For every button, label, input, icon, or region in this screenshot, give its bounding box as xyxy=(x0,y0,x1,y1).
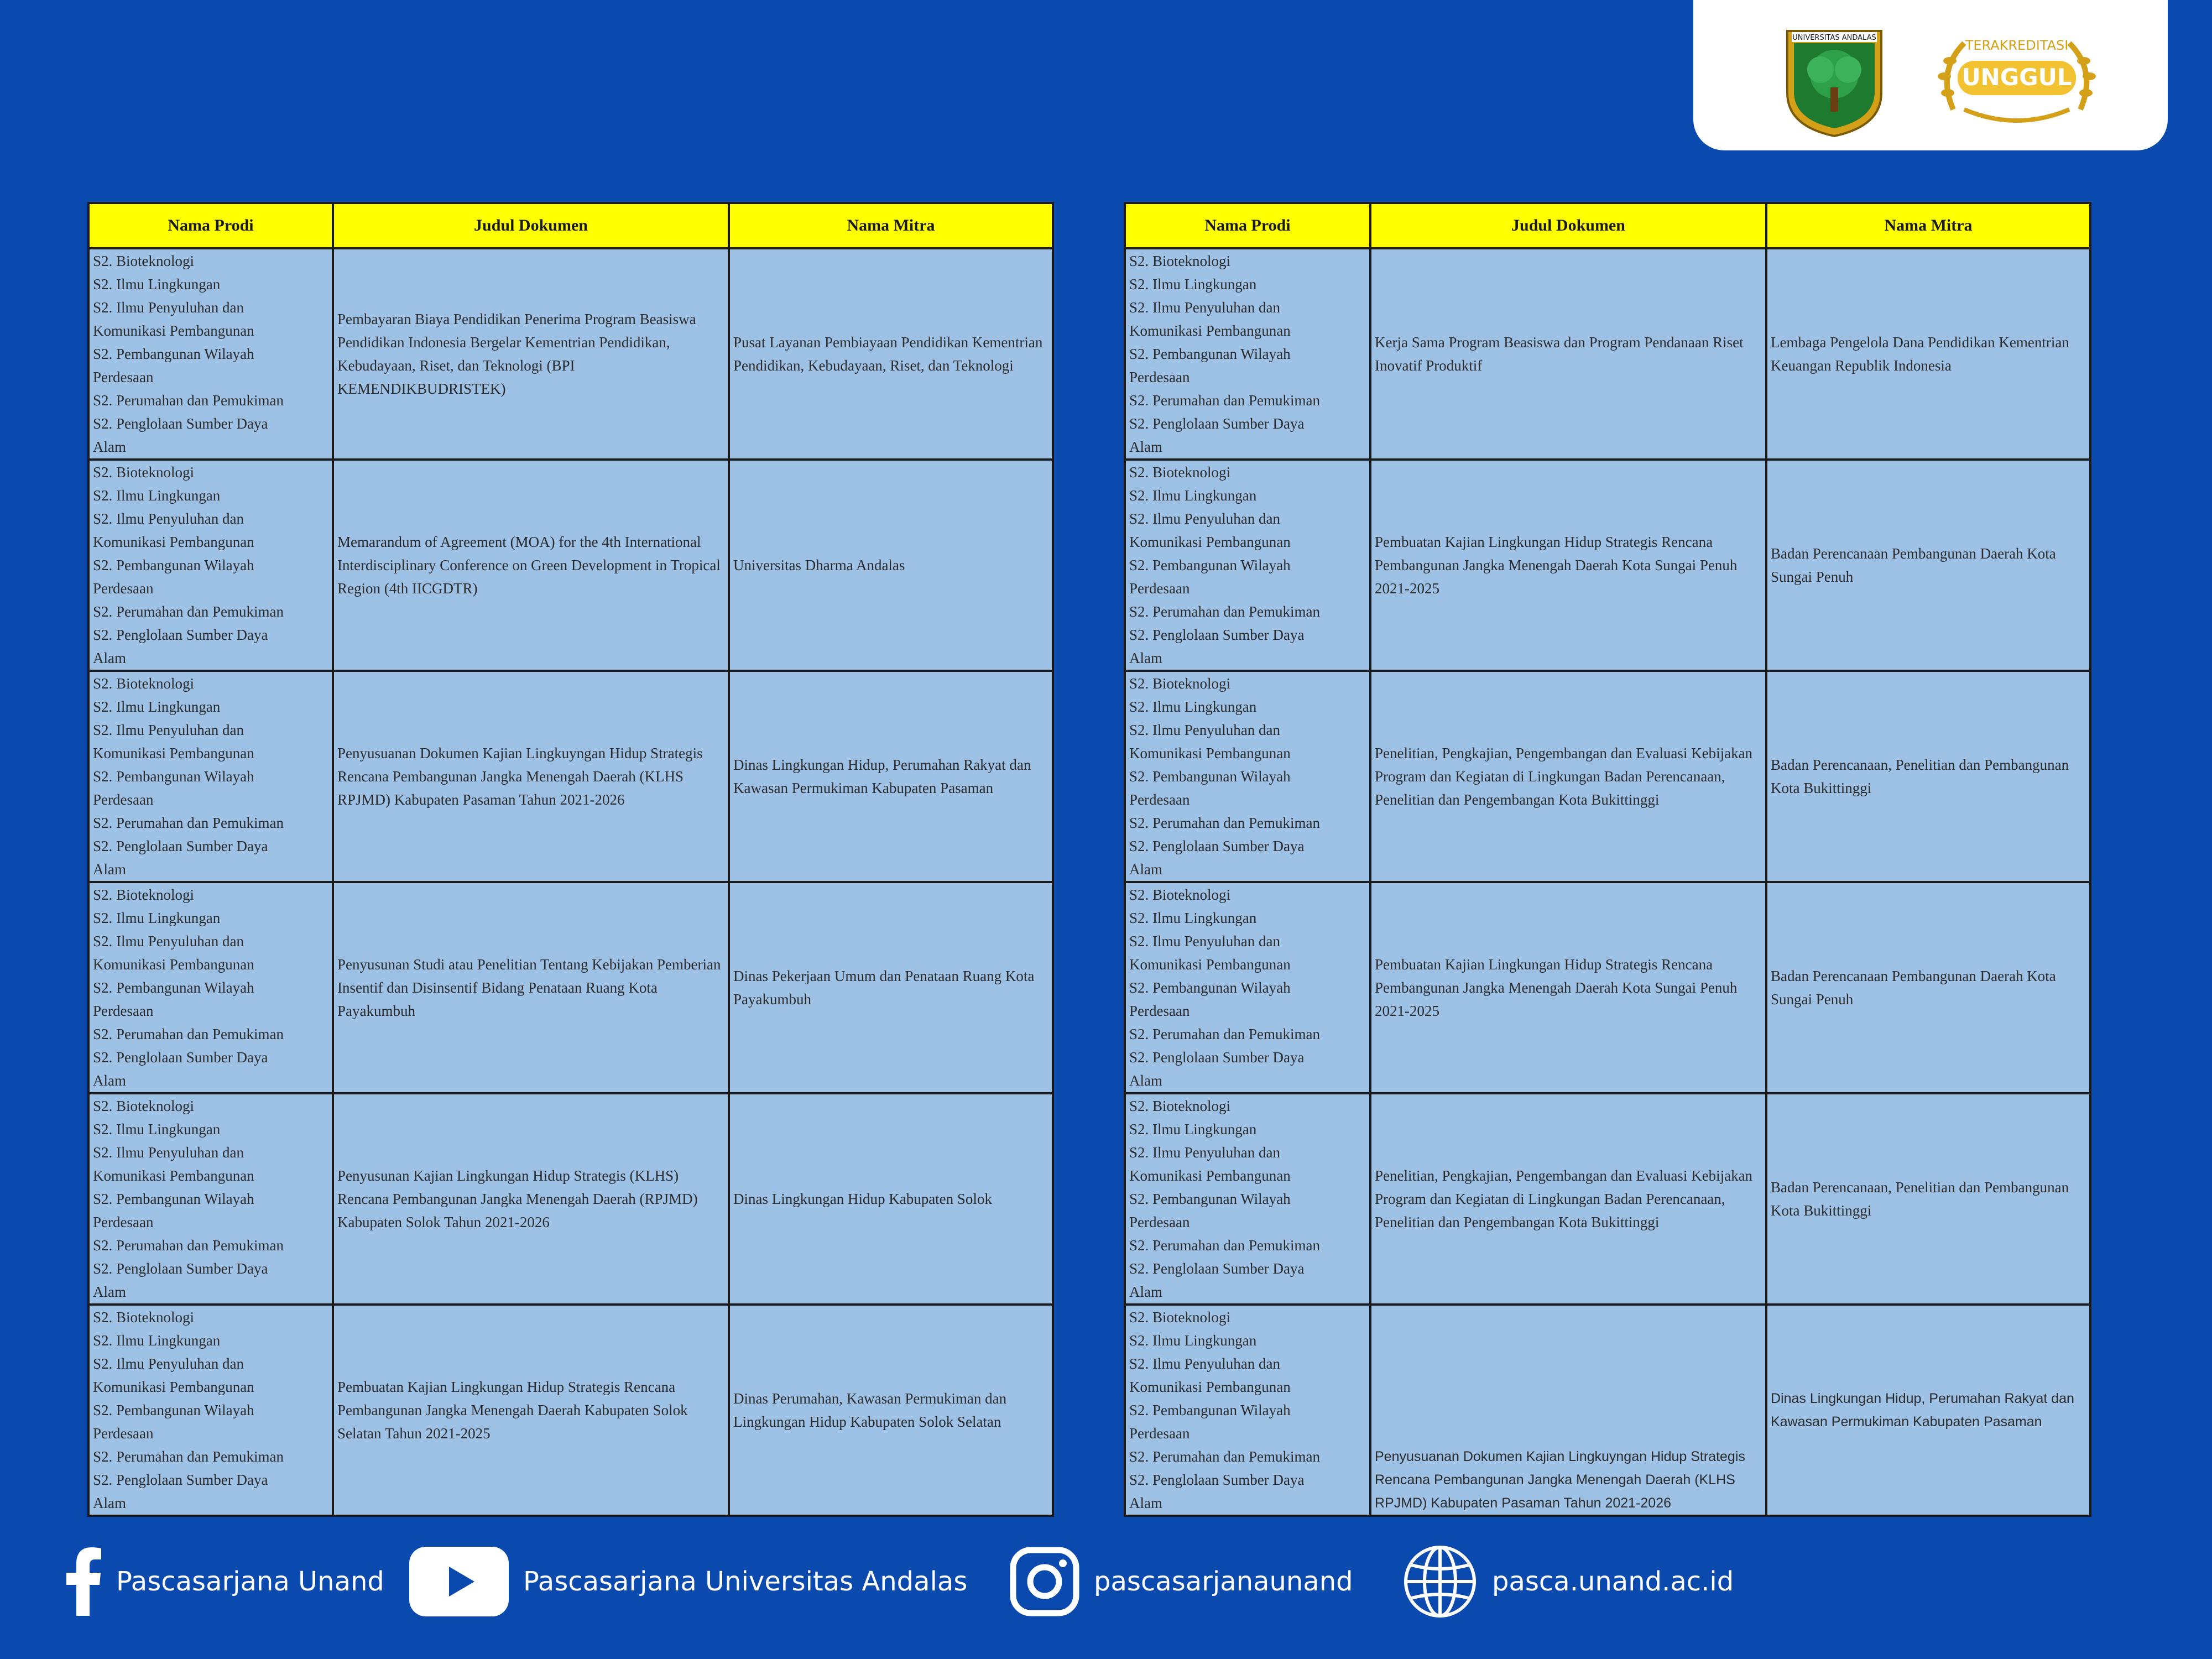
unand-emblem-logo xyxy=(1782,27,1887,138)
prodi-line: S2. Pembangunan Wilayah xyxy=(1129,1191,1291,1207)
prodi-line: S2. Pembangunan Wilayah xyxy=(93,557,254,573)
instagram-label: pascasarjanaunand xyxy=(1094,1566,1353,1597)
prodi-line: Alam xyxy=(1129,650,1162,666)
prodi-line: S2. Perumahan dan Pemukiman xyxy=(1129,1026,1320,1042)
prodi-line: Alam xyxy=(93,861,126,878)
prodi-line: Komunikasi Pembangunan xyxy=(1129,1167,1291,1184)
prodi-line: S2. Ilmu Penyuluhan dan xyxy=(93,1355,244,1372)
prodi-line: Perdesaan xyxy=(93,791,154,808)
prodi-line: S2. Penglolaan Sumber Daya xyxy=(93,415,268,432)
table-header-row xyxy=(1125,203,2090,248)
header-nama-prodi: Nama Prodi xyxy=(88,203,333,248)
nama-mitra-cell: Pusat Layanan Pembiayaan Pendidikan Kementrian Pendidikan, Kebudayaan, Riset, dan Teknologi xyxy=(729,248,1053,460)
prodi-line: Alam xyxy=(1129,439,1162,455)
prodi-line: Perdesaan xyxy=(1129,580,1190,597)
prodi-line: S2. Perumahan dan Pemukiman xyxy=(93,1237,284,1254)
prodi-line: S2. Ilmu Lingkungan xyxy=(93,1332,221,1349)
prodi-line: S2. Pembangunan Wilayah xyxy=(1129,346,1291,362)
prodi-line: S2. Bioteknologi xyxy=(93,253,195,269)
prodi-line: S2. Ilmu Lingkungan xyxy=(93,1121,221,1138)
prodi-line: Perdesaan xyxy=(1129,1425,1190,1442)
prodi-cell xyxy=(1125,248,1370,460)
prodi-line: S2. Pembangunan Wilayah xyxy=(93,768,254,785)
prodi-line: S2. Ilmu Penyuluhan dan xyxy=(93,933,244,950)
prodi-line: S2. Ilmu Penyuluhan dan xyxy=(1129,1355,1280,1372)
table-row xyxy=(88,460,1053,671)
judul-dokumen-cell: Memarandum of Agreement (MOA) for the 4th International Interdisciplinary Conference on Green Development in Tropical Region (4th IICGDTR) xyxy=(333,460,729,671)
table-row xyxy=(1125,882,2090,1093)
prodi-line: Komunikasi Pembangunan xyxy=(1129,322,1291,339)
nama-mitra-cell: Dinas Lingkungan Hidup, Perumahan Rakyat dan Kawasan Permukiman Kabupaten Pasaman xyxy=(729,671,1053,882)
prodi-line: S2. Penglolaan Sumber Daya xyxy=(1129,1260,1305,1277)
judul-dokumen-cell: Kerja Sama Program Beasiswa dan Program Pendanaan Riset Inovatif Produktif xyxy=(1370,248,1766,460)
prodi-line: S2. Penglolaan Sumber Daya xyxy=(93,1260,268,1277)
instagram-link[interactable] xyxy=(1010,1543,1353,1620)
table-row xyxy=(88,882,1053,1093)
prodi-line: S2. Penglolaan Sumber Daya xyxy=(93,1049,268,1066)
prodi-line: S2. Perumahan dan Pemukiman xyxy=(93,392,284,409)
prodi-line: S2. Ilmu Penyuluhan dan xyxy=(1129,299,1280,316)
prodi-line: S2. Bioteknologi xyxy=(1129,1098,1231,1114)
prodi-line: S2. Ilmu Lingkungan xyxy=(93,698,221,715)
prodi-line: S2. Penglolaan Sumber Daya xyxy=(1129,1472,1305,1488)
prodi-line: S2. Perumahan dan Pemukiman xyxy=(93,1448,284,1465)
nama-mitra-cell: Badan Perencanaan Pembangunan Daerah Kota Sungai Penuh xyxy=(1766,460,2090,671)
prodi-line: S2. Bioteknologi xyxy=(1129,253,1231,269)
judul-dokumen-cell: Pembuatan Kajian Lingkungan Hidup Strategis Rencana Pembangunan Jangka Menengah Daerah Kota Sungai Penuh 2021-2025 xyxy=(1370,460,1766,671)
facebook-icon xyxy=(66,1547,102,1616)
prodi-line: Perdesaan xyxy=(1129,1214,1190,1230)
prodi-line: Perdesaan xyxy=(93,580,154,597)
prodi-line: S2. Perumahan dan Pemukiman xyxy=(93,815,284,831)
table-row xyxy=(1125,1305,2090,1516)
prodi-line: S2. Perumahan dan Pemukiman xyxy=(93,603,284,620)
prodi-line: S2. Ilmu Penyuluhan dan xyxy=(1129,1144,1280,1161)
prodi-line: Komunikasi Pembangunan xyxy=(93,534,254,550)
nama-mitra-cell: Badan Perencanaan, Penelitian dan Pembangunan Kota Bukittinggi xyxy=(1766,671,2090,882)
prodi-line: S2. Bioteknologi xyxy=(1129,675,1231,692)
header-nama-mitra: Nama Mitra xyxy=(1766,203,2090,248)
table-row xyxy=(1125,671,2090,882)
prodi-cell xyxy=(1125,1305,1370,1516)
prodi-line: Komunikasi Pembangunan xyxy=(93,322,254,339)
prodi-line: S2. Pembangunan Wilayah xyxy=(93,346,254,362)
prodi-cell xyxy=(88,1093,333,1305)
table-row xyxy=(1125,1093,2090,1305)
nama-mitra-cell: Badan Perencanaan Pembangunan Daerah Kota Sungai Penuh xyxy=(1766,882,2090,1093)
prodi-line: S2. Bioteknologi xyxy=(1129,886,1231,903)
table-row xyxy=(88,1305,1053,1516)
logo-panel xyxy=(1693,0,2168,150)
youtube-icon xyxy=(409,1547,509,1616)
judul-dokumen-cell: Pembayaran Biaya Pendidikan Penerima Program Beasiswa Pendidikan Indonesia Bergelar Kementrian Pendidikan, Kebudayaan, Riset, dan Teknologi (BPI KEMENDIKBUDRISTEK) xyxy=(333,248,729,460)
prodi-line: Komunikasi Pembangunan xyxy=(1129,1379,1291,1395)
prodi-line: S2. Penglolaan Sumber Daya xyxy=(1129,838,1305,854)
prodi-line: Komunikasi Pembangunan xyxy=(1129,956,1291,973)
prodi-cell xyxy=(1125,671,1370,882)
youtube-link[interactable] xyxy=(409,1543,967,1620)
prodi-line: S2. Ilmu Lingkungan xyxy=(1129,1121,1257,1138)
website-link[interactable] xyxy=(1402,1543,1734,1620)
prodi-line: Komunikasi Pembangunan xyxy=(93,745,254,761)
facebook-label: Pascasarjana Unand xyxy=(116,1566,384,1597)
prodi-line: S2. Ilmu Lingkungan xyxy=(1129,910,1257,926)
nama-mitra-cell: Dinas Lingkungan Hidup, Perumahan Rakyat dan Kawasan Permukiman Kabupaten Pasaman xyxy=(1766,1305,2090,1516)
prodi-line: S2. Perumahan dan Pemukiman xyxy=(1129,392,1320,409)
prodi-line: S2. Bioteknologi xyxy=(1129,1309,1231,1326)
prodi-line: Alam xyxy=(1129,1072,1162,1089)
prodi-line: S2. Penglolaan Sumber Daya xyxy=(1129,1049,1305,1066)
globe-icon xyxy=(1402,1544,1478,1619)
website-label: pasca.unand.ac.id xyxy=(1492,1566,1734,1597)
right-table xyxy=(1124,202,2091,1517)
prodi-line: S2. Pembangunan Wilayah xyxy=(93,1402,254,1418)
prodi-line: Komunikasi Pembangunan xyxy=(93,1379,254,1395)
prodi-line: Perdesaan xyxy=(93,1425,154,1442)
prodi-line: S2. Pembangunan Wilayah xyxy=(1129,557,1291,573)
header-judul-dokumen: Judul Dokumen xyxy=(333,203,729,248)
prodi-line: S2. Penglolaan Sumber Daya xyxy=(93,627,268,643)
nama-mitra-cell: Lembaga Pengelola Dana Pendidikan Kementrian Keuangan Republik Indonesia xyxy=(1766,248,2090,460)
prodi-line: S2. Perumahan dan Pemukiman xyxy=(93,1026,284,1042)
prodi-line: S2. Ilmu Penyuluhan dan xyxy=(93,299,244,316)
nama-mitra-cell: Dinas Pekerjaan Umum dan Penataan Ruang Kota Payakumbuh xyxy=(729,882,1053,1093)
accreditation-main-text: UNGGUL xyxy=(1961,64,2072,91)
prodi-line: Perdesaan xyxy=(93,1214,154,1230)
prodi-line: S2. Bioteknologi xyxy=(93,886,195,903)
prodi-line: Alam xyxy=(1129,1495,1162,1511)
prodi-line: S2. Bioteknologi xyxy=(1129,464,1231,481)
judul-dokumen-cell: Penyusunan Studi atau Penelitian Tentang Kebijakan Pemberian Insentif dan Disinsentif Bidang Penataan Ruang Kota Payakumbuh xyxy=(333,882,729,1093)
prodi-line: Alam xyxy=(93,1284,126,1300)
prodi-cell xyxy=(1125,460,1370,671)
prodi-cell xyxy=(88,460,333,671)
judul-dokumen-cell: Pembuatan Kajian Lingkungan Hidup Strategis Rencana Pembangunan Jangka Menengah Daerah Kota Sungai Penuh 2021-2025 xyxy=(1370,882,1766,1093)
prodi-line: Perdesaan xyxy=(1129,369,1190,385)
prodi-line: S2. Ilmu Penyuluhan dan xyxy=(93,722,244,738)
prodi-line: Alam xyxy=(1129,1284,1162,1300)
footer-social-bar xyxy=(0,1543,2212,1620)
prodi-line: S2. Perumahan dan Pemukiman xyxy=(1129,1237,1320,1254)
prodi-line: Perdesaan xyxy=(1129,791,1190,808)
left-table xyxy=(87,202,1054,1517)
prodi-line: S2. Bioteknologi xyxy=(93,675,195,692)
prodi-line: S2. Bioteknologi xyxy=(93,1098,195,1114)
prodi-cell xyxy=(88,671,333,882)
accreditation-top-text: TERAKREDITASI xyxy=(1965,38,2069,53)
table-row xyxy=(88,248,1053,460)
prodi-line: S2. Pembangunan Wilayah xyxy=(93,979,254,996)
facebook-link[interactable] xyxy=(66,1543,384,1620)
prodi-line: S2. Ilmu Penyuluhan dan xyxy=(93,1144,244,1161)
prodi-line: Alam xyxy=(93,1072,126,1089)
table-row xyxy=(1125,248,2090,460)
prodi-line: S2. Bioteknologi xyxy=(93,464,195,481)
prodi-line: S2. Ilmu Lingkungan xyxy=(93,910,221,926)
prodi-line: S2. Ilmu Lingkungan xyxy=(93,276,221,293)
prodi-line: S2. Ilmu Penyuluhan dan xyxy=(93,510,244,527)
prodi-line: Komunikasi Pembangunan xyxy=(1129,745,1291,761)
nama-mitra-cell: Universitas Dharma Andalas xyxy=(729,460,1053,671)
judul-dokumen-cell: Penyusunan Kajian Lingkungan Hidup Strategis (KLHS) Rencana Pembangunan Jangka Menengah Daerah (RPJMD) Kabupaten Solok Tahun 2021-2026 xyxy=(333,1093,729,1305)
judul-dokumen-cell: Penyusuanan Dokumen Kajian Lingkuyngan Hidup Strategis Rencana Pembangunan Jangka Menengah Daerah (KLHS RPJMD) Kabupaten Pasaman Tahun 2021-2026 xyxy=(1370,1305,1766,1516)
prodi-cell xyxy=(1125,882,1370,1093)
accreditation-badge xyxy=(1931,27,2103,137)
prodi-line: S2. Ilmu Lingkungan xyxy=(1129,1332,1257,1349)
prodi-line: S2. Ilmu Lingkungan xyxy=(1129,698,1257,715)
prodi-cell xyxy=(1125,1093,1370,1305)
prodi-line: S2. Perumahan dan Pemukiman xyxy=(1129,603,1320,620)
table-header-row xyxy=(88,203,1053,248)
prodi-line: Alam xyxy=(93,439,126,455)
nama-mitra-cell: Dinas Lingkungan Hidup Kabupaten Solok xyxy=(729,1093,1053,1305)
prodi-line: Perdesaan xyxy=(1129,1003,1190,1019)
prodi-line: S2. Perumahan dan Pemukiman xyxy=(1129,1448,1320,1465)
prodi-line: S2. Perumahan dan Pemukiman xyxy=(1129,815,1320,831)
prodi-line: S2. Ilmu Lingkungan xyxy=(1129,276,1257,293)
judul-dokumen-cell: Penelitian, Pengkajian, Pengembangan dan Evaluasi Kebijakan Program dan Kegiatan di Lingkungan Badan Perencanaan, Penelitian dan Pengembangan Kota Bukittinggi xyxy=(1370,1093,1766,1305)
prodi-cell xyxy=(88,882,333,1093)
judul-dokumen-cell: Penelitian, Pengkajian, Pengembangan dan Evaluasi Kebijakan Program dan Kegiatan di Lingkungan Badan Perencanaan, Penelitian dan Pengembangan Kota Bukittinggi xyxy=(1370,671,1766,882)
header-nama-prodi: Nama Prodi xyxy=(1125,203,1370,248)
emblem-text: UNIVERSITAS ANDALAS xyxy=(1792,34,1876,42)
prodi-line: S2. Pembangunan Wilayah xyxy=(1129,1402,1291,1418)
prodi-line: Alam xyxy=(93,1495,126,1511)
table-row xyxy=(88,1093,1053,1305)
prodi-line: S2. Penglolaan Sumber Daya xyxy=(93,1472,268,1488)
prodi-line: Perdesaan xyxy=(93,1003,154,1019)
table-row xyxy=(1125,460,2090,671)
header-nama-mitra: Nama Mitra xyxy=(729,203,1053,248)
prodi-cell xyxy=(88,1305,333,1516)
prodi-line: S2. Ilmu Lingkungan xyxy=(93,487,221,504)
prodi-line: Alam xyxy=(1129,861,1162,878)
prodi-line: S2. Ilmu Penyuluhan dan xyxy=(1129,510,1280,527)
judul-dokumen-cell: Penyusuanan Dokumen Kajian Lingkuyngan Hidup Strategis Rencana Pembangunan Jangka Menengah Daerah (KLHS RPJMD) Kabupaten Pasaman Tahun 2021-2026 xyxy=(333,671,729,882)
prodi-line: Komunikasi Pembangunan xyxy=(1129,534,1291,550)
table-row xyxy=(88,671,1053,882)
prodi-line: S2. Ilmu Lingkungan xyxy=(1129,487,1257,504)
prodi-line: Alam xyxy=(93,650,126,666)
judul-dokumen-cell: Pembuatan Kajian Lingkungan Hidup Strategis Rencana Pembangunan Jangka Menengah Daerah Kabupaten Solok Selatan Tahun 2021-2025 xyxy=(333,1305,729,1516)
prodi-line: S2. Pembangunan Wilayah xyxy=(1129,979,1291,996)
nama-mitra-cell: Badan Perencanaan, Penelitian dan Pembangunan Kota Bukittinggi xyxy=(1766,1093,2090,1305)
prodi-line: S2. Ilmu Penyuluhan dan xyxy=(1129,933,1280,950)
prodi-line: Komunikasi Pembangunan xyxy=(93,956,254,973)
nama-mitra-cell: Dinas Perumahan, Kawasan Permukiman dan Lingkungan Hidup Kabupaten Solok Selatan xyxy=(729,1305,1053,1516)
youtube-label: Pascasarjana Universitas Andalas xyxy=(523,1566,968,1597)
prodi-line: S2. Bioteknologi xyxy=(93,1309,195,1326)
prodi-line: S2. Penglolaan Sumber Daya xyxy=(1129,415,1305,432)
instagram-icon xyxy=(1010,1547,1079,1616)
prodi-line: S2. Pembangunan Wilayah xyxy=(93,1191,254,1207)
prodi-line: S2. Penglolaan Sumber Daya xyxy=(93,838,268,854)
prodi-cell xyxy=(88,248,333,460)
header-judul-dokumen: Judul Dokumen xyxy=(1370,203,1766,248)
prodi-line: S2. Pembangunan Wilayah xyxy=(1129,768,1291,785)
prodi-line: S2. Ilmu Penyuluhan dan xyxy=(1129,722,1280,738)
prodi-line: Perdesaan xyxy=(93,369,154,385)
prodi-line: Komunikasi Pembangunan xyxy=(93,1167,254,1184)
prodi-line: S2. Penglolaan Sumber Daya xyxy=(1129,627,1305,643)
